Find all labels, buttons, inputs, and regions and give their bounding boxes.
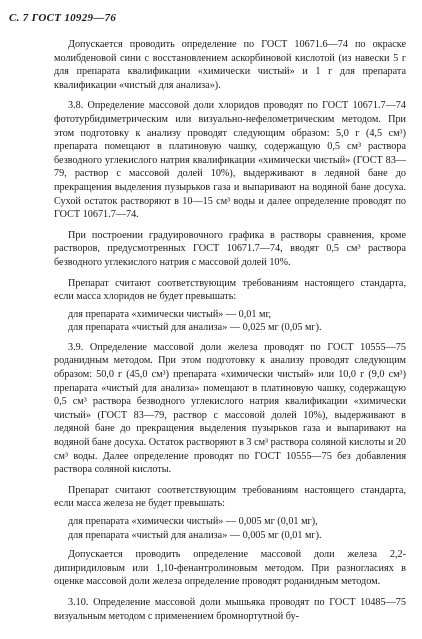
paragraph-molybdenum-blue: Допускается проводить определение по ГОСТ 10671.6—74 по окраске молибденовой сини с восстановлением аскорбиновой кислотой (из навески 5 г для препарата квалификации «химически чистый» и 1 г для препарата квалификации «чистый для анализа»). [54, 39, 406, 91]
iron-limit-analysis-pure: для препарата «чистый для анализа» — 0,005 мг (0,01 мг). [68, 529, 322, 541]
paragraph-chloride-criteria: Препарат считают соответствующим требованиям настоящего стандарта, если масса хлоридов не будет превышать: [54, 277, 406, 303]
paragraph-arsenic-method: 3.10. Определение массовой доли мышьяка проводят по ГОСТ 10485—75 визуальным методом с применением бромнортутной бу- [54, 596, 406, 622]
paragraph-chlorides-method: 3.8. Определение массовой доли хлоридов проводят по ГОСТ 10671.7—74 фототурбидиметрическим или визуально-нефелометрическим методом. При этом подготовку к анализу проводят следующим образом: 5,0 г (4,5 см³) препарата помещают в платиновую чашку, содержащую 0,5 см³ раствора безводного углекислого натрия квалификации «химически чистый» (ГОСТ 83—79, раствор с массовой долей 10%), выдерживают в ледяной бане до прекращения выделения пузырьков газа и выпаривают на водяной бане досуха. Сухой остаток растворяют в 10—15 см³ воды и далее определение проводят по ГОСТ 10671.7—74. [54, 100, 406, 221]
paragraph-iron-alternative: Допускается проводить определение массовой доли железа 2,2-дипиридиловым или 1,10-фенантролиновым методом. При разногласиях в оценке массовой доли железа определение проводят роданидным методом. [54, 549, 406, 588]
paragraph-iron-criteria: Препарат считают соответствующим требованиям настоящего стандарта, если масса железа не будет превышать: [54, 484, 406, 510]
chloride-limit-chem-pure: для препарата «химически чистый» — 0,01 мг, [68, 308, 272, 320]
iron-limit-chem-pure: для препарата «химически чистый» — 0,005 мг (0,01 мг), [68, 516, 318, 527]
document-body [54, 38, 406, 630]
chloride-limit-analysis-pure: для препарата «чистый для анализа» — 0,025 мг (0,05 мг). [68, 322, 322, 334]
page-header: С. 7 ГОСТ 10929—76 [9, 12, 117, 24]
paragraph-iron-method: 3.9. Определение массовой доли железа проводят по ГОСТ 10555—75 роданидным методом. При этом подготовку к анализу проводят следующим образом: 50,0 г (45,0 см³) препарата «химически чистый» или 10,0 г (9,0 см³) препарата «чистый для анализа» помещают в платиновую чашку, содержащую 0,5 см³ раствора безводного углекислого натрия квалификации «химически чистый» (ГОСТ 83—79, раствор с массовой долей 10%), выдерживают в ледяной бане до прекращения выделения пузырьков газа и выпаривают на водяной бане досуха. Остаток растворяют в 3 см³ раствора соляной кислоты и 20 см³ воды. Далее определение проводят по ГОСТ 10555—75 без добавления раствора соляной кислоты. [54, 341, 407, 476]
paragraph-calibration: При построении градуировочного графика в растворы сравнения, кроме растворов, предусмотренных ГОСТ 10671.7—74, вводят 0,5 см³ раствора безводного углекислого натрия с массовой долей 10%. [54, 229, 406, 268]
